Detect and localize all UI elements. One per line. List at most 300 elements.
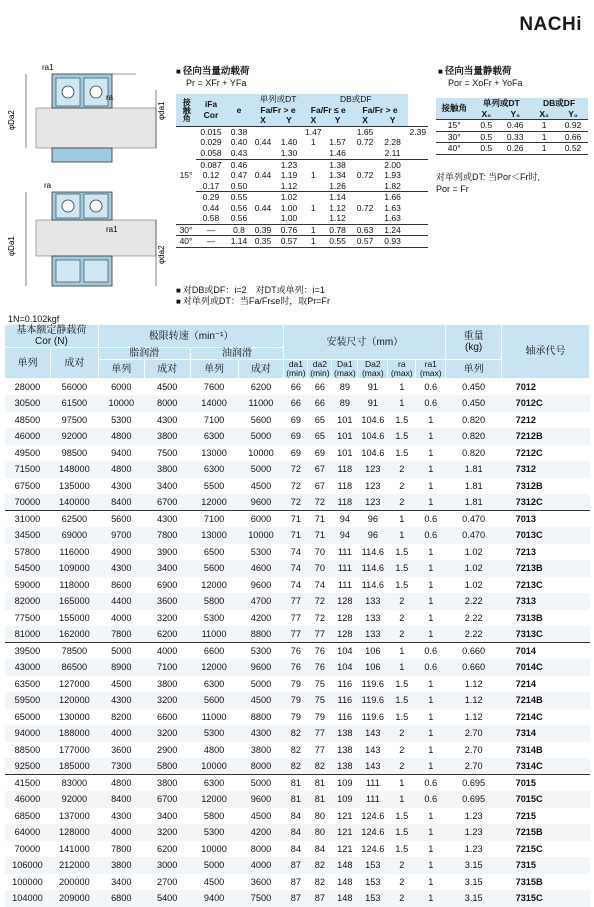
table-cell: 10000 [238,527,284,544]
table-cell: 200000 [59,876,90,887]
table-row [5,445,590,462]
table-cell: 7100 [203,414,225,425]
dyn-cell: 1.14 [329,192,346,203]
table-cell: 5000 [98,643,144,660]
col-static-dbdf: DB或DF [543,98,576,109]
table-row [5,544,590,561]
h-Da2-text: Da2 [365,359,381,369]
dyn-cell: 0.44 [202,202,220,213]
table-cell: 2 [399,612,405,623]
dyn-cell [252,159,274,170]
h-gt-e: > e [283,104,296,115]
table-cell: 0.470 [446,527,502,544]
table-cell: 2 [388,758,416,775]
table-cell: 5300 [203,612,225,623]
table-cell: 1 [388,395,416,412]
table-cell: 5000 [190,857,238,874]
table-cell: 114.6 [361,579,384,590]
table-cell: 5600 [190,692,238,709]
table-cell: 6500 [203,546,225,557]
table-cell: 6600 [156,711,178,722]
table-cell: 12000 [190,494,238,511]
table-cell: 7600 [190,379,238,396]
table-cell: 4300 [98,692,144,709]
stat-row [436,120,588,132]
dyn-cell: 0.46 [230,159,248,170]
table-cell: 3900 [156,546,178,557]
dyn-cell: 1 [310,202,316,213]
dyn-cell: 1.12 [329,213,346,224]
table-cell: 77 [314,744,325,755]
static-note-1: 对单列或DT: 当Por＜Fr时, [436,172,541,182]
bearing-code: 7013 [502,511,590,528]
table-cell: 0.6 [416,643,446,660]
table-cell: 4000 [238,857,284,874]
bearing-code: 7214B [502,692,590,709]
table-cell: 2 [388,890,416,907]
h-Da1 [332,360,358,379]
h-speed: 极限转速（min⁻¹） [98,325,284,348]
h-grease-single: 单列 [98,360,144,379]
table-cell: 6600 [190,643,238,660]
bearing-code: 7214C [515,711,543,722]
table-cell: 28000 [5,379,51,396]
table-cell: 153 [358,890,388,907]
bearing-code: 7314B [515,744,543,755]
table-cell: 1.81 [446,461,502,478]
table-cell: 118 [332,461,358,478]
unit-note: 1N=0.102kgf [8,314,60,324]
table-cell: 5600 [98,511,144,528]
table-cell: 1 [416,461,446,478]
table-cell: 79 [284,692,308,709]
table-cell: 118 [337,480,353,491]
table-row [5,643,590,660]
table-cell: 34500 [5,527,51,544]
table-cell: 124.6 [361,843,385,854]
table-cell: 0.450 [446,395,502,412]
table-cell: 1 [428,744,434,755]
dyn-row [176,192,428,203]
table-cell: 98500 [61,447,88,458]
table-cell: 1 [428,876,434,887]
table-row [5,676,590,693]
table-cell: 39500 [5,643,51,660]
dynamic-load-title: ■ 径向当量动载荷 [176,66,249,77]
table-cell: 123 [358,461,388,478]
table-cell: 1 [428,678,434,689]
table-cell: 121 [337,843,353,854]
table-cell: 0.6 [416,791,446,808]
dyn-row-row30 [176,224,428,236]
bearing-cross-section-svg-2 [6,178,172,298]
dyn-cell: 1.14 [230,236,248,247]
table-cell: 94 [332,527,358,544]
table-cell: 4800 [98,461,144,478]
table-cell: 2 [399,876,405,887]
table-cell: 2.22 [464,612,483,623]
h-install: 安装尺寸（mm） [284,325,446,360]
bearing-diagram-bottom [6,178,172,298]
label-ra1: ra1 [42,63,54,72]
table-cell: 7100 [190,511,238,528]
stat-cell: 0.92 [564,120,582,131]
stat-cell: 30° [447,131,461,142]
stat-cell: 0.5 [480,143,493,154]
dyn-cell: 1 [310,224,316,235]
table-row [5,560,590,577]
table-cell: 1 [416,725,446,742]
table-cell: 92000 [50,791,98,808]
table-cell: 138 [332,725,358,742]
dyn-cell: 0.29 [202,192,220,203]
h-weight-text: 重量 [463,331,484,342]
table-cell: 72 [308,593,332,610]
dyn-cell: 0.58 [202,213,220,224]
table-cell: 9600 [238,659,284,676]
table-cell: 72 [290,480,302,491]
table-cell: 82000 [5,593,51,610]
table-cell: 188000 [50,725,98,742]
h-Da1-text: Da1 [337,359,353,369]
table-cell: 64000 [5,824,51,841]
table-cell: 71 [284,511,308,528]
table-cell: 0.6 [416,511,446,528]
table-cell: 5000 [238,428,284,445]
table-cell: 1.12 [446,692,502,709]
h-Da2 [358,360,388,379]
table-cell: 1.81 [464,480,483,491]
dyn-cell: 0.63 [356,224,374,235]
table-cell: 84 [314,843,325,854]
bearing-spec-table [4,324,590,907]
dynamic-note-2: ■ 对单列或DT：当Fa/Fr≤e时，取Pr=Fr [176,296,330,307]
table-row [5,775,590,792]
table-cell: 31000 [5,511,51,528]
table-cell: 1 [416,626,446,643]
table-cell: 78500 [50,643,98,660]
table-cell: 0.450 [446,379,502,396]
bearing-code: 7015C [502,791,590,808]
label-da2: φDa2 [7,110,16,130]
table-cell: 148000 [50,461,98,478]
table-cell: 2.22 [446,626,502,643]
table-cell: 1 [388,659,416,676]
table-cell: 81 [284,791,308,808]
table-cell: 77 [290,612,302,623]
table-cell: 7500 [238,890,284,907]
bearing-code: 7315 [502,857,590,874]
table-cell: 0.820 [462,447,486,458]
table-cell: 109 [332,775,358,792]
stat-row [436,143,588,155]
table-cell: 121 [337,810,353,821]
dyn-row [176,203,428,214]
table-cell: 94 [332,511,358,528]
h-fa-3: Fa [362,104,373,115]
h-le-e: ≤ e [333,104,346,115]
dyn-cell [353,181,378,192]
h-Da2-max: (max) [361,368,384,378]
dyn-cell: 0.44 [254,202,272,213]
table-cell: 91 [358,395,388,412]
table-cell: 1 [416,824,446,841]
table-row [5,808,590,825]
table-cell: 4500 [238,692,284,709]
table-cell: 4500 [111,678,132,689]
table-cell: 3.15 [446,857,502,874]
h-grease-pair: 成对 [144,360,190,379]
table-cell: 4300 [111,810,132,821]
table-cell: 1 [388,527,416,544]
table-cell: 3800 [144,428,190,445]
table-cell: 10000 [98,395,144,412]
h-da1-min: (min) [286,368,306,378]
table-cell: 143 [358,758,388,775]
table-cell: 1 [428,612,434,623]
table-cell: 49500 [14,447,41,458]
table-cell: 2 [388,593,416,610]
bearing-code: 7012 [502,379,590,396]
table-row [5,626,590,643]
table-cell: 80 [314,810,325,821]
dyn-cell: 1.30 [280,148,298,159]
table-cell: 1 [416,593,446,610]
bearing-code: 7013C [502,527,590,544]
dyn-cell [378,126,408,137]
dyn-cell: 1.00 [280,213,298,224]
h-weight-single: 单列 [446,360,502,379]
dynamic-load-formula: Pr = XFr + YFa [186,78,247,88]
table-cell: 82 [314,876,325,887]
table-cell: 0.660 [446,659,502,676]
table-cell: 116 [337,711,353,722]
dyn-cell: 0.72 [356,202,374,213]
dyn-cell: 2.28 [384,137,401,148]
table-row [5,379,590,396]
dyn-cell: 0.56 [230,202,248,213]
table-row [5,593,590,610]
table-cell: 104 [332,659,358,676]
table-cell: 9700 [98,527,144,544]
table-cell: 81000 [5,626,51,643]
table-cell: 1 [428,414,434,425]
h-da2-text: da2 [312,359,327,369]
table-cell: 1.5 [388,428,416,445]
bearing-diagram-top [6,60,172,178]
stat-cell: 15° [447,120,461,131]
table-cell: 82 [308,758,332,775]
table-cell: 162000 [50,626,98,643]
table-row [5,395,590,412]
table-row [5,428,590,445]
table-cell: 6700 [144,791,190,808]
table-cell: 72 [284,461,308,478]
table-cell: 74 [290,579,302,590]
dyn-cell: 1.93 [384,170,401,181]
table-cell: 8400 [98,791,144,808]
table-cell: 138 [332,758,358,775]
table-cell: 6900 [156,579,178,590]
table-cell: 66 [284,379,308,396]
table-cell: 104 [332,643,358,660]
h-fafr-gt-2: Fa/Fr > e [362,104,398,115]
table-cell: 3800 [144,775,190,792]
dyn-cell: 0.43 [230,148,248,159]
dyn-cell: 1.23 [280,159,298,170]
table-cell: 5500 [203,480,225,491]
table-cell: 8900 [98,659,144,676]
h-code: 轴承代号 [502,325,590,379]
dyn-cell [252,192,274,203]
stat-cell: 0.52 [564,143,582,154]
table-cell: 4500 [203,876,225,887]
h-x2: X [310,115,317,126]
stat-row [436,131,588,143]
h-x0-2: X₀ [539,108,549,119]
table-cell: 116 [337,678,353,689]
table-cell: 8800 [238,626,284,643]
table-cell: 0.470 [446,511,502,528]
table-cell: 8600 [111,579,132,590]
bearing-code: 7313C [502,626,590,643]
table-row [5,659,590,676]
table-row [5,742,590,759]
table-cell: 10000 [201,843,227,854]
dyn-cell: 0.72 [356,137,374,148]
table-cell: 5400 [144,890,190,907]
table-cell: 1.02 [464,546,483,557]
table-cell: 1.5 [388,560,416,577]
table-cell: 1.23 [446,824,502,841]
table-row [5,511,590,528]
table-cell: 8000 [250,843,272,854]
table-cell: 7300 [98,758,144,775]
table-cell: 3200 [144,824,190,841]
table-cell: 4800 [98,428,144,445]
table-cell: 4000 [98,725,144,742]
table-cell: 69 [290,447,302,458]
h-ra-text: ra [398,359,406,369]
h-fa-2: Fa [310,104,321,115]
dyn-cell [252,213,274,224]
table-cell: 1 [428,447,434,458]
table-cell: 128 [337,612,353,623]
table-cell: 128 [332,593,358,610]
table-cell: 1 [416,560,446,577]
bearing-code: 7314 [502,725,590,742]
table-cell: 91 [358,379,388,396]
table-cell: 77 [284,593,308,610]
table-cell: 3.15 [464,876,483,887]
table-cell: 123 [358,494,388,511]
table-row [5,478,590,495]
table-cell: 5000 [250,678,272,689]
dyn-cell: 0.39 [254,224,272,235]
dyn-cell [252,148,274,159]
table-cell: 0.820 [446,428,502,445]
table-cell: 133 [358,626,388,643]
table-cell: 120000 [50,692,98,709]
table-cell: 4500 [144,379,190,396]
label-da2-2: φda2 [157,245,166,264]
dyn-cell: 0.47 [230,170,248,181]
table-cell: 1 [388,511,416,528]
table-cell: 0.6 [416,775,446,792]
table-cell: 77 [308,626,332,643]
table-cell: 4300 [238,725,284,742]
table-cell: 11000 [238,395,284,412]
table-cell: 69 [314,447,325,458]
table-cell: 66 [308,395,332,412]
table-cell: 1.5 [395,579,409,590]
table-cell: 59000 [14,579,41,590]
dyn-cell: 1.57 [329,137,346,148]
dyn-cell: 0.76 [280,224,298,235]
table-cell: 104.6 [358,428,388,445]
table-cell: 72 [284,494,308,511]
h-single-load: 单列 [5,348,51,379]
table-cell: 4000 [98,824,144,841]
brand-logo: NACHi [519,14,582,35]
dyn-cell: 2.11 [384,148,401,159]
table-cell: 1.02 [446,560,502,577]
table-cell: 11000 [201,711,227,722]
table-cell: 101 [332,428,358,445]
label-da1: φda1 [157,101,166,120]
dyn-cell [274,126,304,137]
table-cell: 81 [284,775,308,792]
label-ra: ra [106,93,114,102]
h-static-load [5,325,99,348]
table-cell: 1.5 [395,843,409,854]
table-cell: 56000 [50,379,98,396]
table-cell: 77500 [14,612,41,623]
table-cell: 1.5 [395,678,409,689]
table-cell: 2 [388,857,416,874]
table-cell: 87 [308,890,332,907]
table-cell: 3.15 [446,890,502,907]
dynamic-note-1: ■ 对DB或DF：i=2 对DT或单列：i=1 [176,285,325,296]
dyn-cell: 40° [179,236,193,247]
table-cell: 10000 [190,758,238,775]
table-cell: 2700 [156,876,178,887]
table-cell: 1.5 [395,414,409,425]
table-cell: 1.5 [388,824,416,841]
h-fafr-le: Fa/Fr ≤ e [310,104,346,115]
table-row [5,692,590,709]
dyn-cell: 0.058 [200,148,222,159]
table-cell: 13000 [190,527,238,544]
table-cell: 118000 [59,579,90,590]
dyn-row [176,213,428,224]
table-cell: 2 [399,480,405,491]
table-cell: 4800 [203,744,225,755]
stat-cell: 1 [541,131,547,142]
stat-cell: 0.5 [480,120,493,131]
dyn-cell [323,126,353,137]
table-row [5,494,590,511]
table-row [5,791,590,808]
table-cell: 12000 [201,579,227,590]
table-cell: 9400 [111,447,132,458]
table-cell: 0.6 [416,659,446,676]
table-cell: 111 [337,579,352,590]
dyn-cell: — [206,236,216,247]
table-cell: 3200 [156,612,178,623]
table-cell: 114.6 [358,560,388,577]
table-cell: 10000 [248,447,274,458]
